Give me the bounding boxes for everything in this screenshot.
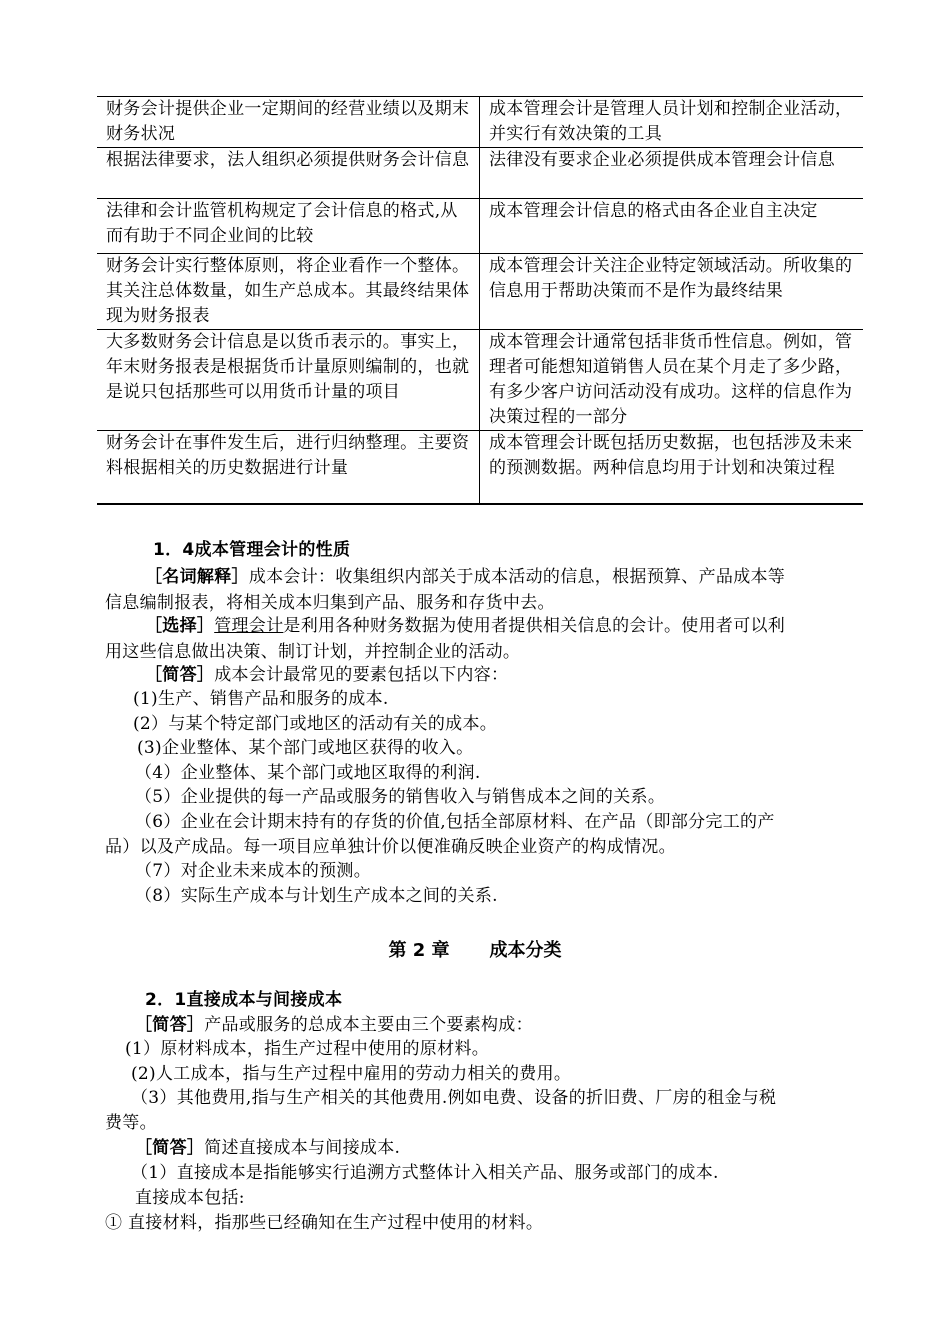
definition-text-a: 成本会计：收集组织内部关于成本活动的信息，根据预算、产品成本等 [248,567,786,587]
financial-accounting-cell: 财务会计实行整体原则，将企业看作一个整体。其关注总体数量，如生产总成本。其最终结果体现为财务报表 [97,254,480,330]
cost-management-accounting-cell: 成本管理会计既包括历史数据，也包括涉及未来的预测数据。两种信息均用于计划和决策过程 [480,431,864,504]
chapter-title [0,936,950,962]
list-item: （5）企业提供的每一产品或服务的销售收入与销售成本之间的关系。 [135,787,666,808]
table-row [97,97,863,148]
tag-definition: ［名词解释］ [145,567,249,587]
cost-components-list [105,1037,855,1135]
list-item: 费等。 [105,1112,157,1133]
cost-management-accounting-cell: 成本管理会计通常包括非货币性信息。例如，管理者可能想知道销售人员在某个月走了多少路，有多少客户访问活动没有成功。这样的信息作为决策过程的一部分 [480,330,864,431]
list-item: （8）实际生产成本与计划生产成本之间的关系. [135,885,498,906]
total-cost-paragraph [105,1012,855,1038]
total-cost-text: 产品或服务的总成本主要由三个要素构成： [204,1015,533,1035]
direct-indirect-paragraph [105,1136,855,1236]
comparison-table [97,96,863,505]
table-row [97,148,863,199]
financial-accounting-cell: 财务会计提供企业一定期间的经营业绩以及期末财务状况 [97,97,480,148]
chapter-name: 成本分类 [489,940,562,961]
section-heading-2-1: 2．1直接成本与间接成本 [145,990,343,1010]
list-item: (1）原材料成本，指生产过程中使用的原材料。 [125,1039,490,1059]
choice-text-a: 是利用各种财务数据为使用者提供相关信息的会计。使用者可以利 [283,616,786,636]
list-item: （4）企业整体、某个部门或地区取得的利润. [135,762,481,783]
section-heading-1-4: 1．4成本管理会计的性质 [153,540,351,560]
direct-indirect-text: 简述直接成本与间接成本. [204,1138,401,1158]
financial-accounting-cell: 根据法律要求，法人组织必须提供财务会计信息 [97,148,480,199]
list-item: （7）对企业未来成本的预测。 [135,861,372,882]
cost-management-accounting-cell: 成本管理会计信息的格式由各企业自主决定 [480,199,864,254]
tag-short-answer: ［简答］ [145,665,215,685]
table-row [97,254,863,330]
list-item: ① 直接材料，指那些已经确知在生产过程中使用的材料。 [105,1213,544,1233]
list-item: (1)生产、销售产品和服务的成本. [133,689,389,709]
list-item: (3)企业整体、某个部门或地区获得的收入。 [137,738,474,759]
list-item: (2)人工成本，指与生产过程中雇用的劳动力相关的费用。 [131,1063,572,1084]
tag-choice: ［选择］ [145,616,215,636]
list-item: (2）与某个特定部门或地区的活动有关的成本。 [133,713,498,734]
tag-short-answer: ［简答］ [135,1138,205,1158]
definition-text-b: 信息编制报表，将相关成本归集到产品、服务和存货中去。 [105,593,555,613]
financial-accounting-cell: 财务会计在事件发生后，进行归纳整理。主要资料根据相关的历史数据进行计量 [97,431,480,504]
table-row [97,330,863,431]
definition-paragraph [105,564,855,616]
cost-management-accounting-cell: 法律没有要求企业必须提供成本管理会计信息 [480,148,864,199]
table-row [97,431,863,504]
list-item: （3）其他费用,指与生产相关的其他费用.例如电费、设备的折旧费、厂房的租金与税 [131,1088,777,1109]
list-item: 品）以及产成品。每一项目应单独计价以便准确反映企业资产的构成情况。 [105,836,676,857]
cost-elements-list [105,687,855,908]
cost-management-accounting-cell: 成本管理会计关注企业特定领域活动。所收集的信息用于帮助决策而不是作为最终结果 [480,254,864,330]
short-answer-paragraph [105,662,855,688]
short-answer-text: 成本会计最常见的要素包括以下内容： [214,665,509,685]
list-item: （6）企业在会计期末持有的存货的价值,包括全部原材料、在产品（即部分完工的产 [135,811,775,832]
financial-accounting-cell: 法律和会计监管机构规定了会计信息的格式,从而有助于不同企业间的比较 [97,199,480,254]
term-management-accounting: 管理会计 [214,616,284,636]
chapter-number: 第 2 章 [388,940,450,961]
tag-short-answer: ［简答］ [135,1015,205,1035]
table-row [97,199,863,254]
list-item: 直接成本包括: [135,1188,245,1208]
choice-text-b: 用这些信息做出决策、制订计划，并控制企业的活动。 [105,642,521,662]
list-item: （1）直接成本是指能够实行追溯方式整体计入相关产品、服务或部门的成本. [131,1163,719,1183]
cost-management-accounting-cell: 成本管理会计是管理人员计划和控制企业活动，并实行有效决策的工具 [480,97,864,148]
financial-accounting-cell: 大多数财务会计信息是以货币表示的。事实上，年末财务报表是根据货币计量原则编制的，也就是说只包括那些可以用货币计量的项目 [97,330,480,431]
choice-paragraph [105,613,855,665]
